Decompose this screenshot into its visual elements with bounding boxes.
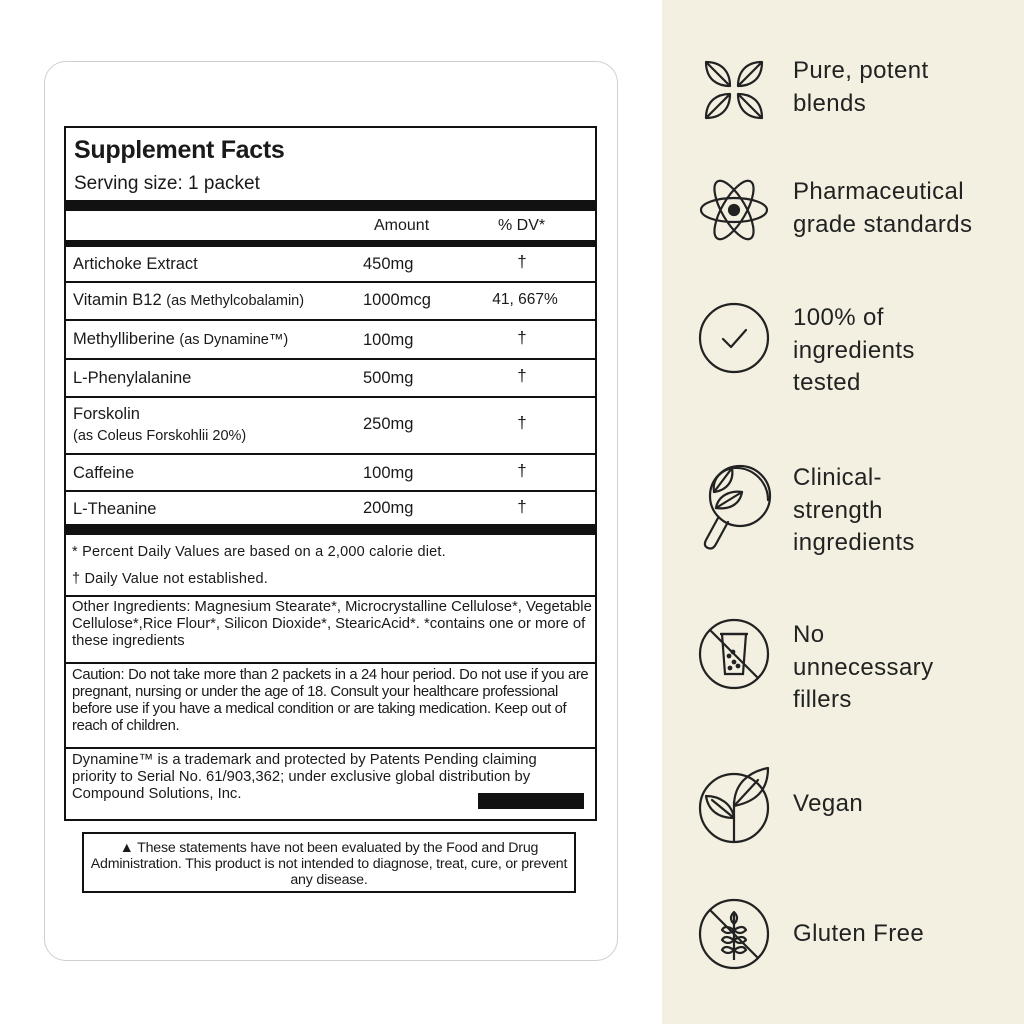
sprout-icon bbox=[698, 766, 772, 844]
other-ingredients: Other Ingredients: Magnesium Stearate*, Microcrystalline Cellulose*, Vegetable Cellulose*,Rice Flour*, Silicon Dioxide*, StearicAcid*. *contains one or more of these ingredients bbox=[72, 599, 592, 649]
feature-label: Vegan bbox=[793, 790, 864, 817]
ingredient-name: Artichoke Extract bbox=[73, 255, 198, 273]
ingredient-dv: † bbox=[517, 328, 527, 347]
no-filler-cup-icon bbox=[698, 618, 770, 690]
feature-label: No unnecessary fillers bbox=[793, 621, 934, 713]
leaves-icon bbox=[698, 54, 770, 126]
ingredient-amount: 100mg bbox=[363, 464, 414, 482]
caution-text: Caution: Do not take more than 2 packets in a 24 hour period. Do not use if you are pregnant, nursing or under the age of 18. Consult your healthcare professional before use if you have a medical condition or are taking medication. Keep out of reach of children. bbox=[72, 667, 589, 734]
row-divider bbox=[66, 396, 595, 398]
feature-label: 100% of ingredients tested bbox=[793, 304, 915, 396]
ingredient-amount: 500mg bbox=[363, 369, 414, 387]
row-divider bbox=[66, 490, 595, 492]
ingredient-dv: † bbox=[517, 461, 527, 480]
leaf-magnifier-icon bbox=[698, 460, 778, 550]
ingredient-name: L-Theanine bbox=[73, 500, 157, 518]
row-divider bbox=[66, 281, 595, 283]
ingredient-dv: † bbox=[517, 252, 527, 271]
serving-size: Serving size: 1 packet bbox=[74, 173, 260, 194]
supplement-facts-panel bbox=[64, 126, 597, 821]
feature-label: Clinical- strength ingredients bbox=[793, 464, 915, 556]
ingredient-dv: † bbox=[517, 497, 527, 516]
fda-disclaimer: ▲ These statements have not been evaluated by the Food and Drug Administration. This product is not intended to diagnose, treat, cure, or prevent any disease. bbox=[82, 832, 576, 893]
redaction-bar bbox=[478, 793, 584, 809]
dv-footnote: * Percent Daily Values are based on a 2,000 calorie diet. bbox=[72, 544, 446, 560]
trademark-text: Dynamine™ is a trademark and protected by Patents Pending claiming priority to Serial No. 61/903,362; under exclusive global distribution by Compound Solutions, Inc. bbox=[72, 752, 537, 802]
ingredient-name: Methylliberine (as Dynamine™) bbox=[73, 330, 289, 348]
section-divider bbox=[66, 662, 595, 664]
feature-label: Gluten Free bbox=[793, 920, 925, 947]
ingredient-name: Caffeine bbox=[73, 464, 135, 482]
features-panel bbox=[662, 0, 1024, 1024]
no-wheat-icon bbox=[698, 898, 770, 970]
atom-icon bbox=[698, 174, 770, 246]
divider-bar bbox=[66, 524, 595, 535]
row-divider bbox=[66, 453, 595, 455]
ingredient-name: L-Phenylalanine bbox=[73, 369, 192, 387]
ingredient-dv: 41, 667% bbox=[492, 291, 558, 308]
section-divider bbox=[66, 595, 595, 597]
section-divider bbox=[66, 747, 595, 749]
divider-bar bbox=[66, 200, 595, 211]
dagger-footnote: † Daily Value not established. bbox=[72, 571, 268, 587]
ingredient-amount: 200mg bbox=[363, 499, 414, 517]
facts-title: Supplement Facts bbox=[74, 136, 285, 164]
ingredient-amount: 250mg bbox=[363, 415, 414, 433]
feature-label: Pure, potent blends bbox=[793, 57, 929, 117]
ingredient-name: Vitamin B12 (as Methylcobalamin) bbox=[73, 291, 305, 309]
row-divider bbox=[66, 358, 595, 360]
row-divider bbox=[66, 319, 595, 321]
header-amount: Amount bbox=[374, 217, 430, 234]
ingredient-dv: † bbox=[517, 413, 527, 432]
ingredient-amount: 100mg bbox=[363, 331, 414, 349]
divider-bar bbox=[66, 240, 595, 247]
ingredient-amount: 1000mcg bbox=[363, 291, 431, 309]
feature-label: Pharmaceutical grade standards bbox=[793, 178, 973, 238]
header-dv: % DV* bbox=[498, 217, 546, 234]
checkmark-circle-icon bbox=[698, 302, 770, 374]
ingredient-name: Forskolin (as Coleus Forskohlii 20%) bbox=[73, 405, 247, 444]
ingredient-dv: † bbox=[517, 366, 527, 385]
ingredient-amount: 450mg bbox=[363, 255, 414, 273]
